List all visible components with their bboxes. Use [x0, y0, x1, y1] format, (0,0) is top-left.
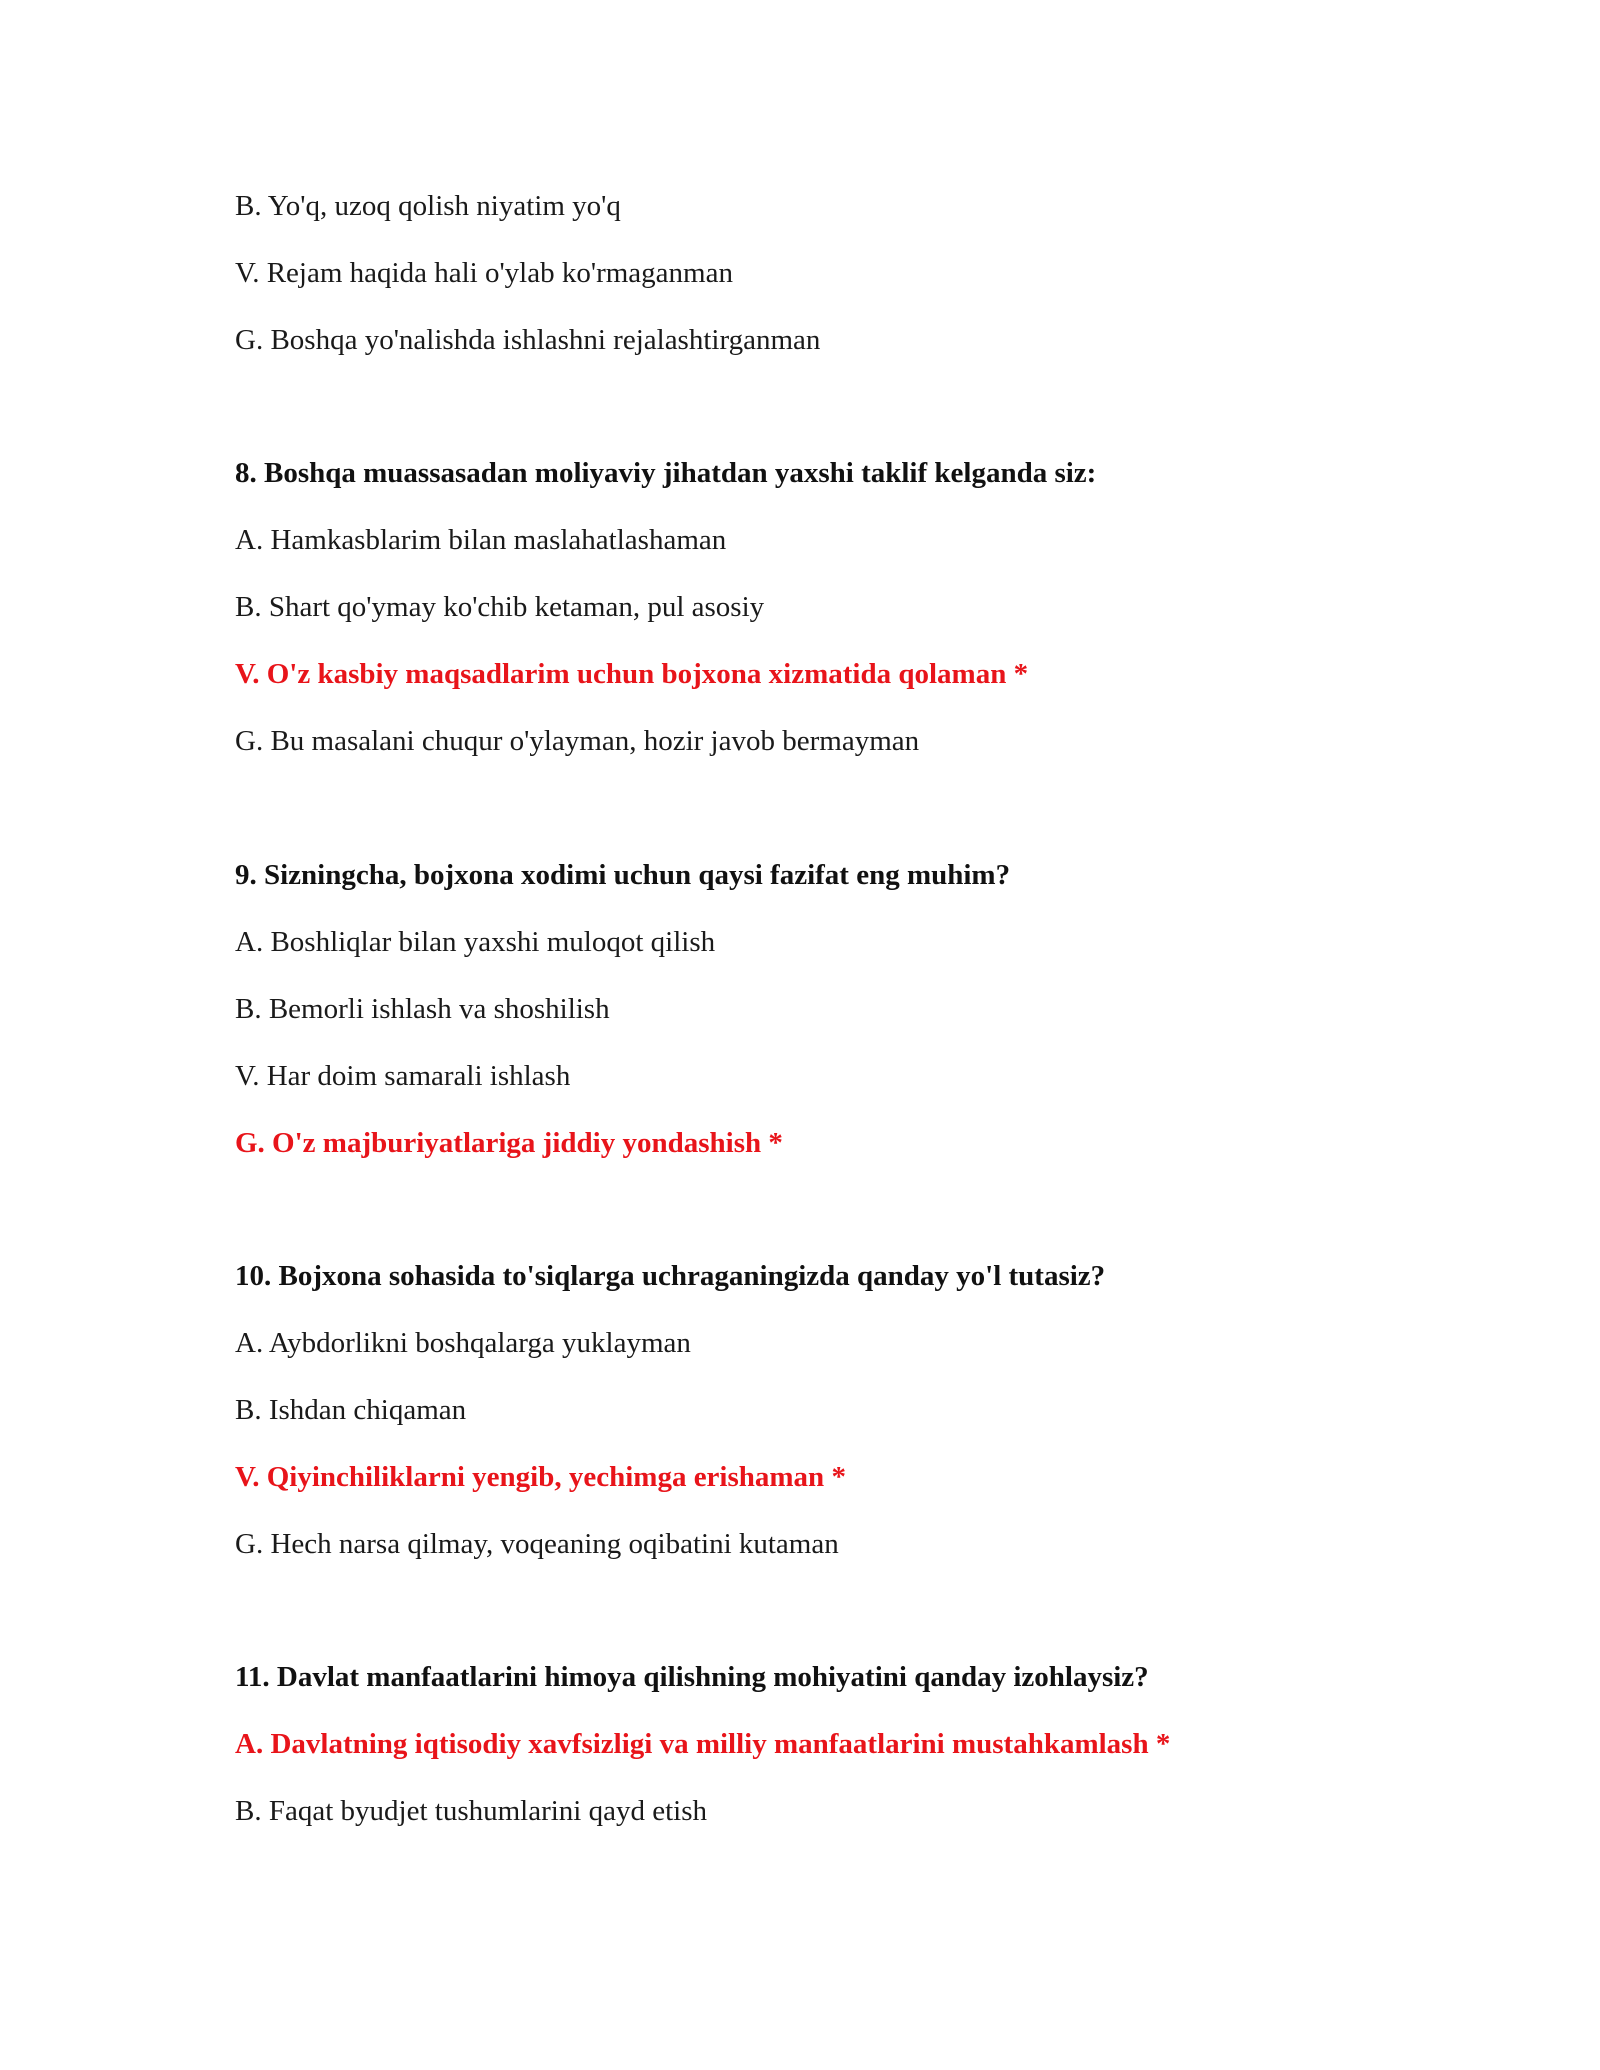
- correct-answer-option: V. Qiyinchiliklarni yengib, yechimga erishaman *: [235, 1461, 846, 1493]
- answer-option: A. Hamkasblarim bilan maslahatlashaman: [235, 524, 727, 556]
- answer-option: V. Rejam haqida hali o'ylab ko'rmaganman: [235, 257, 733, 289]
- correct-answer-option: A. Davlatning iqtisodiy xavfsizligi va milliy manfaatlarini mustahkamlash *: [235, 1728, 1171, 1760]
- answer-option: B. Yo'q, uzoq qolish niyatim yo'q: [235, 190, 621, 222]
- question-heading: 9. Sizningcha, bojxona xodimi uchun qaysi fazifat eng muhim?: [235, 859, 1011, 891]
- answer-option: B. Ishdan chiqaman: [235, 1394, 467, 1426]
- answer-option: B. Faqat byudjet tushumlarini qayd etish: [235, 1795, 708, 1827]
- answer-option: B. Bemorli ishlash va shoshilish: [235, 993, 610, 1025]
- answer-option: B. Shart qo'ymay ko'chib ketaman, pul asosiy: [235, 591, 765, 623]
- correct-answer-option: G. O'z majburiyatlariga jiddiy yondashish *: [235, 1127, 783, 1159]
- answer-option: A. Aybdorlikni boshqalarga yuklayman: [235, 1327, 691, 1359]
- answer-option: V. Har doim samarali ishlash: [235, 1060, 571, 1092]
- answer-option: G. Boshqa yo'nalishda ishlashni rejalashtirganman: [235, 324, 821, 356]
- answer-option: G. Bu masalani chuqur o'ylayman, hozir javob bermayman: [235, 725, 920, 757]
- correct-answer-option: V. O'z kasbiy maqsadlarim uchun bojxona xizmatida qolaman *: [235, 658, 1029, 690]
- question-heading: 11. Davlat manfaatlarini himoya qilishning mohiyatini qanday izohlaysiz?: [235, 1661, 1149, 1693]
- answer-option: G. Hech narsa qilmay, voqeaning oqibatini kutaman: [235, 1528, 839, 1560]
- question-heading: 10. Bojxona sohasida to'siqlarga uchraganingizda qanday yo'l tutasiz?: [235, 1260, 1106, 1292]
- answer-option: A. Boshliqlar bilan yaxshi muloqot qilish: [235, 926, 716, 958]
- question-heading: 8. Boshqa muassasadan moliyaviy jihatdan yaxshi taklif kelganda siz:: [235, 457, 1097, 489]
